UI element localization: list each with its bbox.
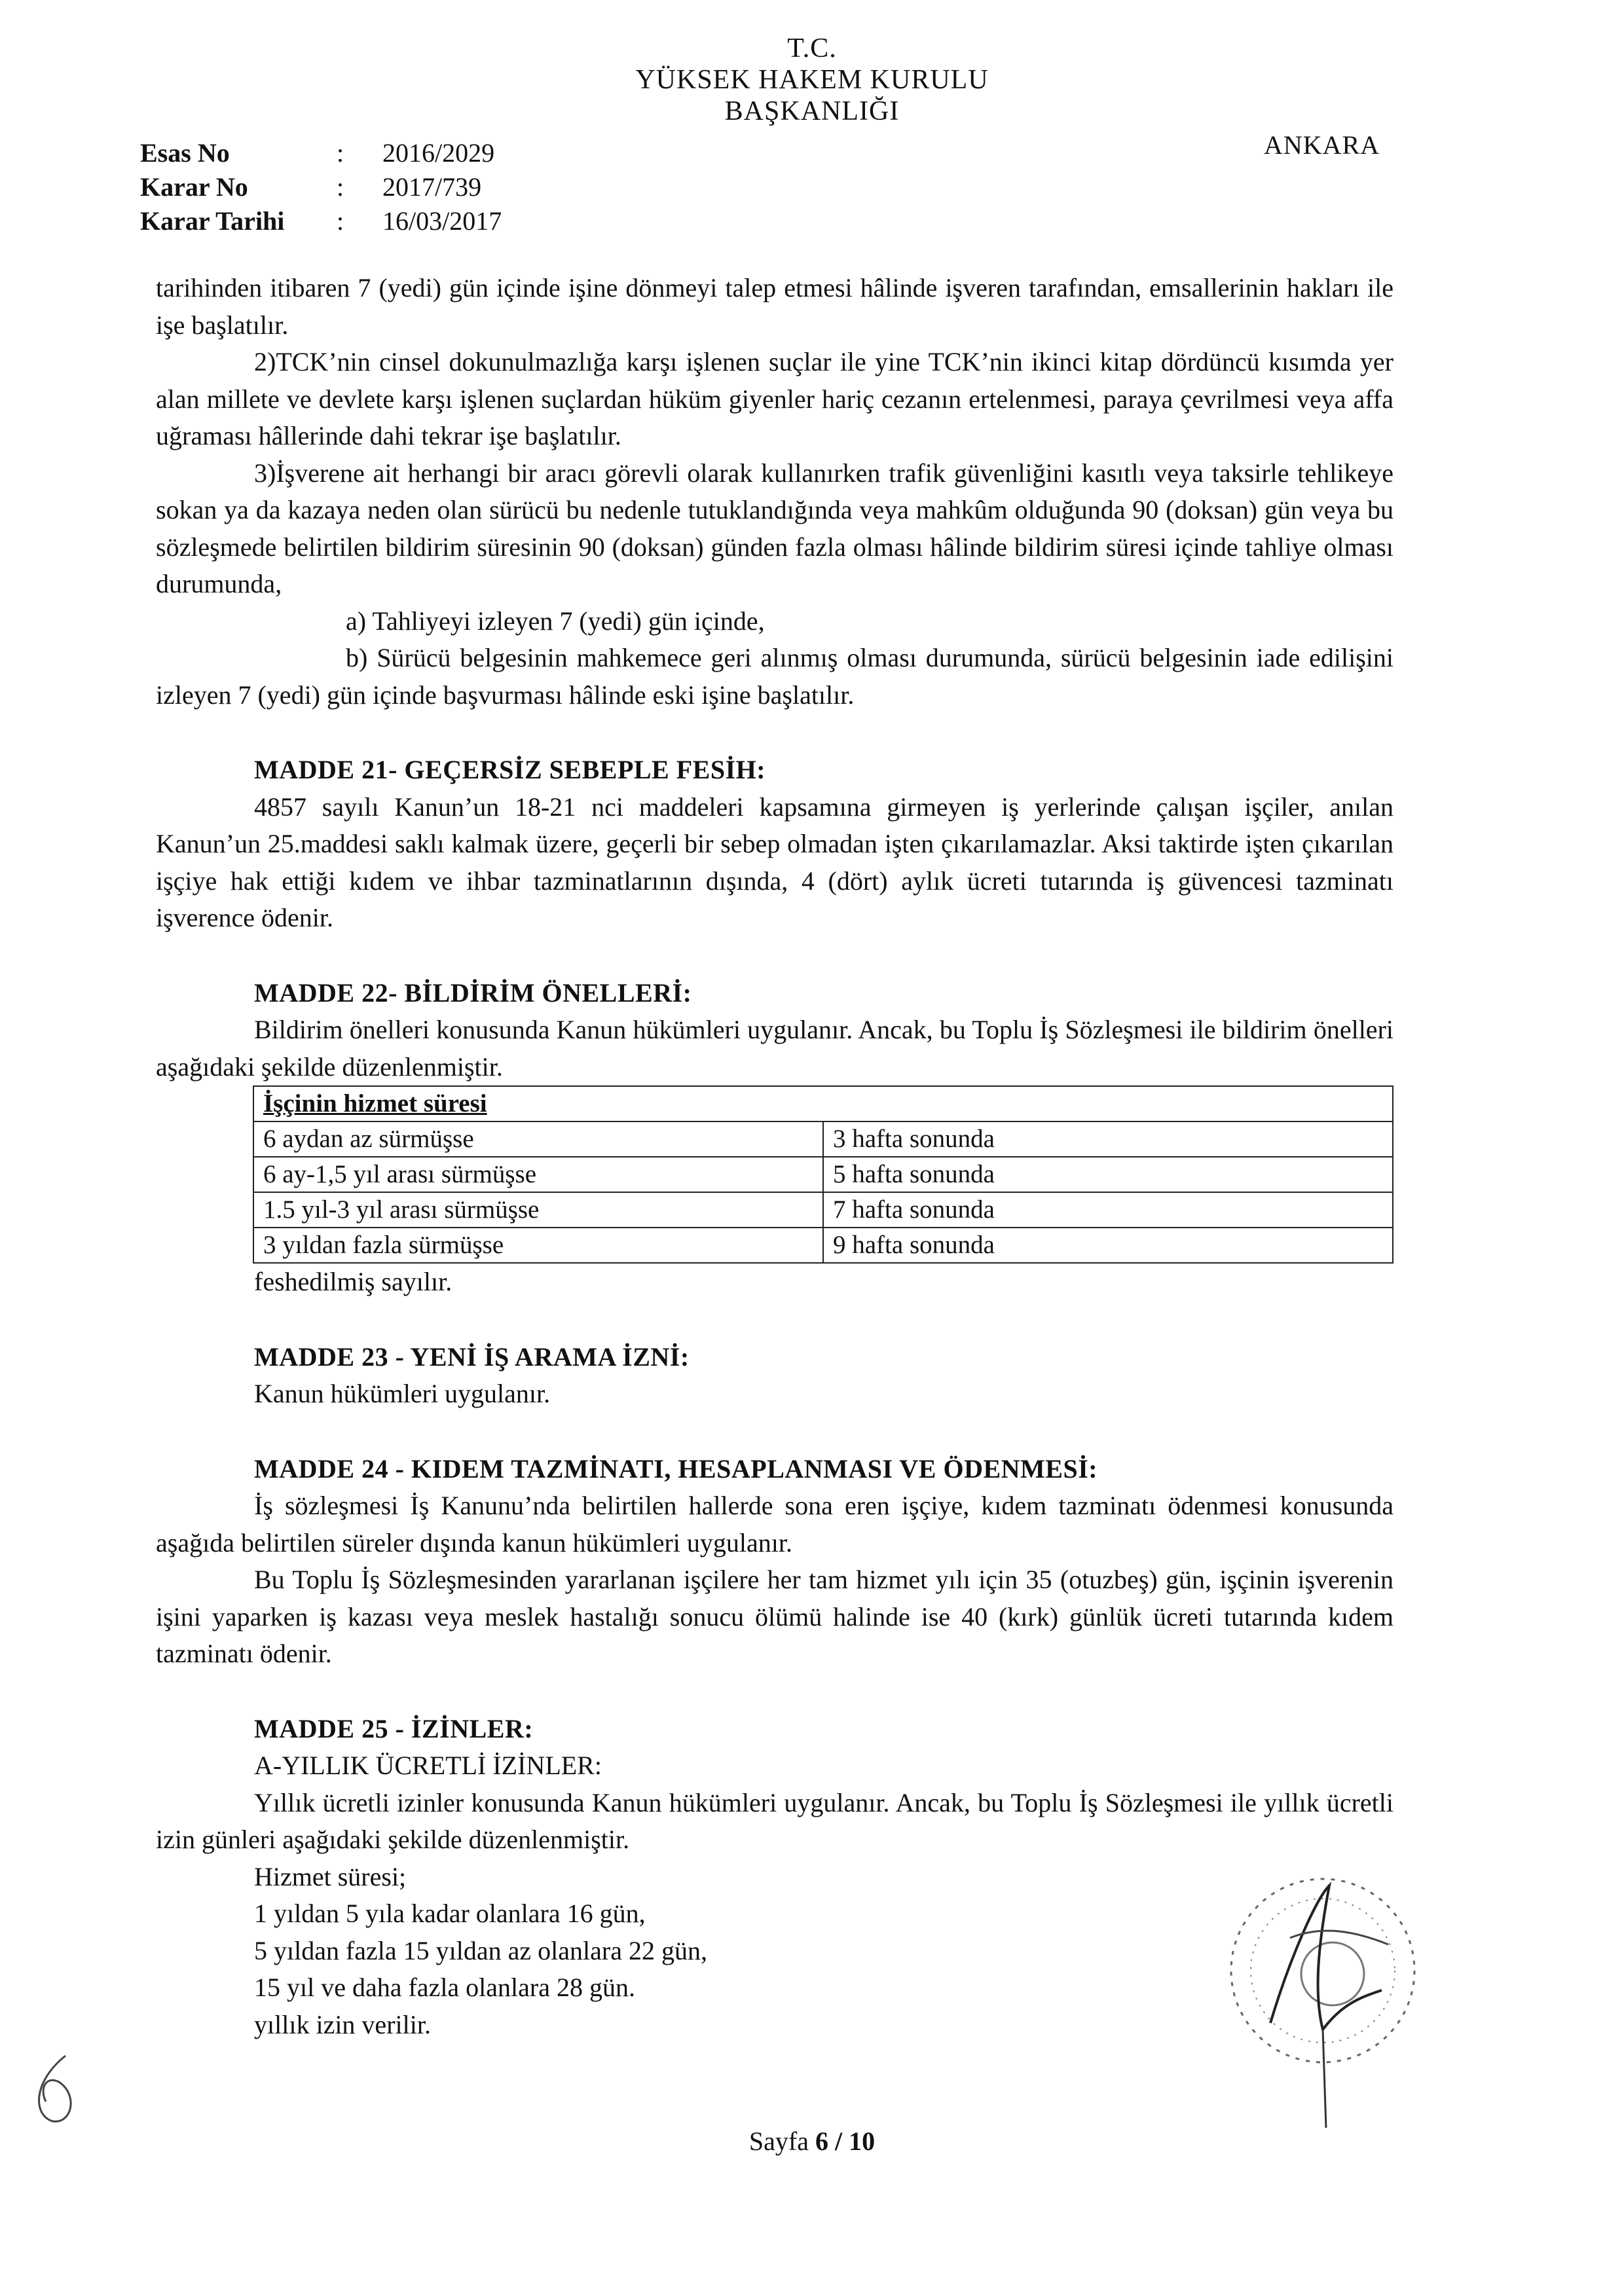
meta-value: 16/03/2017 <box>382 206 502 236</box>
page-current: 6 <box>815 2126 828 2156</box>
madde-22-title <box>156 975 1393 1012</box>
table-row <box>253 1192 1393 1228</box>
table-cell-period: 6 aydan az sürmüşse <box>253 1121 823 1157</box>
paragraph-item-3b: b) Sürücü belgesinin mahkemece geri alınmış olması durumunda, sürücü belgesinin iade edilişini izleyen 7 (yedi) gün içinde başvurması hâlinde eski işine başlatılır. <box>156 643 1393 710</box>
meta-label: Karar Tarihi <box>140 206 285 236</box>
madde-25-subtitle: A-YILLIK ÜCRETLİ İZİNLER: <box>254 1751 602 1780</box>
paragraph-item-2: 2)TCK’nin cinsel dokunulmazlığa karşı işlenen suçlar ile yine TCK’nin ikinci kitap dördüncü kısımda yer alan millete ve devlete karşı işlenen suçlardan hüküm giyenler hariç cezanın ertelenmesi, paraya çevrilmesi veya affa uğraması hâllerinde dahi tekrar işe başlatılır. <box>156 347 1393 450</box>
madde-24-title <box>156 1451 1393 1488</box>
page-number <box>0 2126 1624 2157</box>
header-city: ANKARA <box>1264 130 1380 160</box>
official-stamp-icon <box>1192 1859 1441 2134</box>
table-cell-notice: 7 hafta sonunda <box>823 1192 1393 1228</box>
madde-25-list-intro: Hizmet süresi; <box>254 1861 407 1891</box>
madde-25-text: Yıllık ücretli izinler konusunda Kanun hükümleri uygulanır. Ancak, bu Toplu İş Sözleşmesi ile yıllık ücretli izin günleri aşağıdaki şekilde düzenlenmiştir. <box>156 1787 1393 1854</box>
meta-karar-tarihi <box>140 204 502 238</box>
meta-value: 2017/739 <box>382 172 482 202</box>
list-item: 1 yıldan 5 yıla kadar olanlara 16 gün, <box>254 1899 646 1928</box>
madde-21-text: 4857 sayılı Kanun’un 18-21 nci maddeleri kapsamına girmeyen iş yerlerinde çalışan işçiler, anılan Kanun’un 25.maddesi saklı kalmak üzere, geçerli bir sebep olmadan işten çıkarılamazlar. Aksi taktirde işten çıkarılan işçiye hak ettiği kıdem ve ihbar tazminatlarının dışında, 4 (dört) aylık ücreti tutarında iş güvencesi tazminatı işverence ödenir. <box>156 792 1393 932</box>
document-body <box>156 270 1393 2043</box>
table-row <box>253 1121 1393 1157</box>
table-cell-period: 1.5 yıl-3 yıl arası sürmüşse <box>253 1192 823 1228</box>
header-institution: YÜKSEK HAKEM KURULU <box>635 65 989 95</box>
paragraph-item-3: 3)İşverene ait herhangi bir aracı görevli olarak kullanırken trafik güvenliğini kasıtlı veya taksirle tehlikeye sokan ya da kazaya neden olan sürücü bu nedenle tutuklandığında veya mahkûm olduğunda 90 (doksan) gün veya bu sözleşmede belirtilen bildirim süresinin 90 (doksan) günden fazla olması hâlinde bildirim süresi içinde tahliye olması durumunda, <box>156 458 1393 598</box>
madde-23-title-text: MADDE 23 - YENİ İŞ ARAMA İZNİ: <box>254 1341 690 1372</box>
meta-label: Esas No <box>140 138 230 168</box>
madde-24-text1: İş sözleşmesi İş Kanunu’nda belirtilen hallerde sona eren işçiye, kıdem tazminatı ödenmesi konusunda aşağıda belirtilen süreler dışında kanun hükümleri uygulanır. <box>156 1491 1393 1558</box>
madde-25-closing: yıllık izin verilir. <box>254 2009 431 2039</box>
madde-22-title-text: MADDE 22- BİLDİRİM ÖNELLERİ: <box>254 977 692 1008</box>
meta-label: Karar No <box>140 172 248 202</box>
paragraph-item-3a: a) Tahliyeyi izleyen 7 (yedi) gün içinde, <box>346 606 765 636</box>
table-cell-notice: 9 hafta sonunda <box>823 1228 1393 1263</box>
meta-separator: : <box>337 138 344 168</box>
page-prefix: Sayfa <box>748 2126 809 2156</box>
list-item: 5 yıldan fazla 15 yıldan az olanlara 22 gün, <box>254 1935 707 1965</box>
madde-22-text: Bildirim önelleri konusunda Kanun hükümleri uygulanır. Ancak, bu Toplu İş Sözleşmesi ile bildirim önelleri aşağıdaki şekilde düzenlenmiştir. <box>156 1015 1393 1082</box>
madde-23-title <box>156 1339 1393 1376</box>
table-header-cell: İşçinin hizmet süresi <box>253 1086 1393 1121</box>
madde-25-title <box>156 1711 1393 1748</box>
header-tc: T.C. <box>787 33 837 64</box>
meta-esas-no <box>140 136 494 170</box>
madde-24-title-text: MADDE 24 - KIDEM TAZMİNATI, HESAPLANMASI VE ÖDENMESİ: <box>254 1453 1098 1484</box>
table-row <box>253 1228 1393 1263</box>
madde-25-title-text: MADDE 25 - İZİNLER: <box>254 1713 534 1743</box>
meta-separator: : <box>337 206 344 236</box>
madde-21-title-text: MADDE 21- GEÇERSİZ SEBEPLE FESİH: <box>254 755 766 784</box>
madde-23-text: Kanun hükümleri uygulanır. <box>254 1379 551 1408</box>
header-presidency: BAŞKANLIĞI <box>724 96 900 126</box>
paragraph-continuation: tarihinden itibaren 7 (yedi) gün içinde işine dönmeyi talep etmesi hâlinde işveren tarafından, emsallerinin hakları ile işe başlatılır. <box>156 273 1393 340</box>
margin-initial-mark-icon <box>20 2043 98 2134</box>
madde-22-after: feshedilmiş sayılır. <box>254 1267 452 1296</box>
table-cell-notice: 5 hafta sonunda <box>823 1157 1393 1192</box>
table-row <box>253 1157 1393 1192</box>
notice-period-table <box>253 1085 1393 1264</box>
madde-24-text2: Bu Toplu İş Sözleşmesinden yararlanan işçilere her tam hizmet yılı için 35 (otuzbeş) gün, işçinin işverenin işini yaparken iş kazası veya meslek hastalığı sonucu ölümü halinde ise 40 (kırk) günlük ücreti tutarında kıdem tazminatı ödenir. <box>156 1565 1393 1668</box>
meta-value: 2016/2029 <box>382 138 495 168</box>
list-item: 15 yıl ve daha fazla olanlara 28 gün. <box>254 1973 635 2002</box>
table-cell-notice: 3 hafta sonunda <box>823 1121 1393 1157</box>
meta-karar-no <box>140 170 481 204</box>
table-header-row <box>253 1086 1393 1121</box>
madde-21-title <box>156 752 1393 789</box>
page-separator: / <box>834 2126 843 2156</box>
table-cell-period: 6 ay-1,5 yıl arası sürmüşse <box>253 1157 823 1192</box>
page-total: 10 <box>849 2126 876 2156</box>
meta-separator: : <box>337 172 344 202</box>
table-cell-period: 3 yıldan fazla sürmüşse <box>253 1228 823 1263</box>
